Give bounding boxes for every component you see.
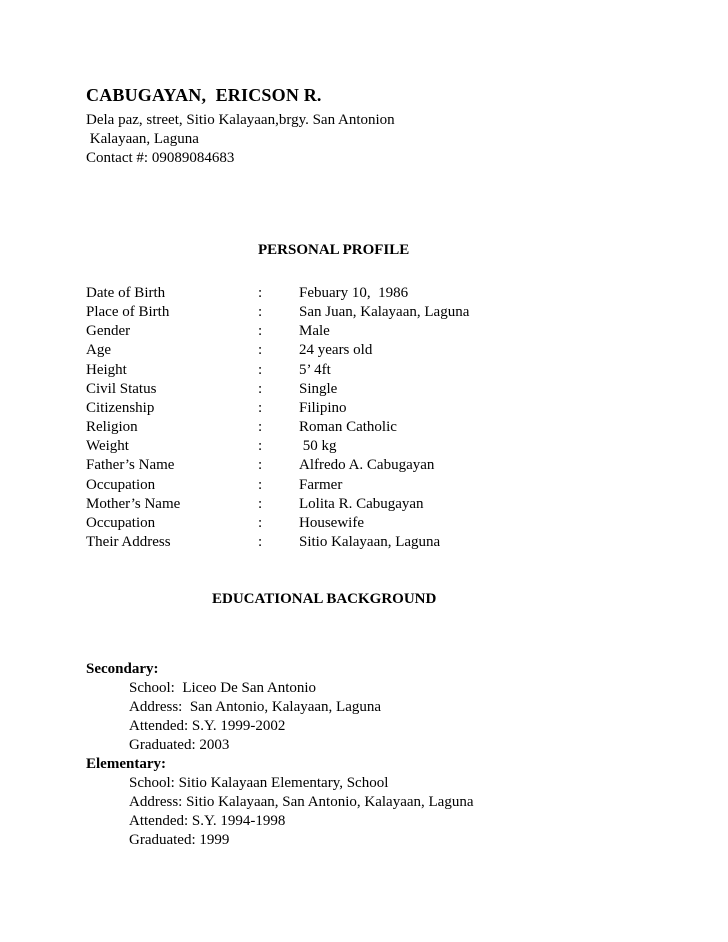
profile-label: Height: [86, 362, 127, 378]
profile-label: Civil Status: [86, 381, 157, 397]
secondary-heading: Secondary:: [86, 661, 159, 677]
profile-value: Febuary 10, 1986: [299, 285, 409, 301]
profile-value: Lolita R. Cabugayan: [299, 496, 424, 512]
secondary-attended: Attended: S.Y. 1999-2002: [129, 718, 286, 734]
profile-separator: :: [258, 285, 263, 301]
elementary-attended: Attended: S.Y. 1994-1998: [129, 813, 286, 829]
profile-label: Age: [86, 342, 111, 358]
secondary-address: Address: San Antonio, Kalayaan, Laguna: [129, 699, 382, 715]
elementary-address: Address: Sitio Kalayaan, San Antonio, Kalayaan, Laguna: [129, 794, 474, 810]
profile-separator: :: [258, 381, 263, 397]
profile-separator: :: [258, 342, 263, 358]
profile-separator: :: [258, 419, 263, 435]
profile-separator: :: [258, 457, 263, 473]
personal-profile-heading: PERSONAL PROFILE: [258, 242, 410, 258]
contact-number: Contact #: 09089084683: [86, 150, 235, 166]
profile-label: Occupation: [86, 477, 156, 493]
profile-value: Farmer: [299, 477, 343, 493]
profile-value: Filipino: [299, 400, 347, 416]
profile-value: Sitio Kalayaan, Laguna: [299, 534, 441, 550]
profile-value: Single: [299, 381, 338, 397]
profile-label: Religion: [86, 419, 138, 435]
secondary-school: School: Liceo De San Antonio: [129, 680, 317, 696]
profile-value: 5’ 4ft: [299, 362, 331, 378]
secondary-graduated: Graduated: 2003: [129, 737, 230, 753]
profile-label: Date of Birth: [86, 285, 166, 301]
profile-separator: :: [258, 304, 263, 320]
profile-label: Weight: [86, 438, 129, 454]
profile-label: Father’s Name: [86, 457, 175, 473]
profile-label: Gender: [86, 323, 131, 339]
profile-value: Housewife: [299, 515, 364, 531]
profile-label: Their Address: [86, 534, 171, 550]
address-line-1: Dela paz, street, Sitio Kalayaan,brgy. San Antonion: [86, 112, 395, 128]
profile-value: 50 kg: [299, 438, 337, 454]
profile-label: Mother’s Name: [86, 496, 181, 512]
profile-separator: :: [258, 438, 263, 454]
profile-value: San Juan, Kalayaan, Laguna: [299, 304, 470, 320]
profile-value: Alfredo A. Cabugayan: [299, 457, 435, 473]
profile-value: Roman Catholic: [299, 419, 397, 435]
profile-separator: :: [258, 323, 263, 339]
elementary-school: School: Sitio Kalayaan Elementary, School: [129, 775, 389, 791]
elementary-heading: Elementary:: [86, 756, 166, 772]
profile-label: Occupation: [86, 515, 156, 531]
address-line-2: Kalayaan, Laguna: [86, 131, 199, 147]
profile-value: 24 years old: [299, 342, 373, 358]
profile-separator: :: [258, 477, 263, 493]
profile-separator: :: [258, 534, 263, 550]
profile-value: Male: [299, 323, 330, 339]
profile-label: Citizenship: [86, 400, 155, 416]
educational-background-heading: EDUCATIONAL BACKGROUND: [212, 591, 437, 607]
applicant-name: CABUGAYAN, ERICSON R.: [86, 85, 322, 105]
profile-separator: :: [258, 515, 263, 531]
profile-separator: :: [258, 362, 263, 378]
profile-separator: :: [258, 400, 263, 416]
profile-separator: :: [258, 496, 263, 512]
profile-label: Place of Birth: [86, 304, 170, 320]
elementary-graduated: Graduated: 1999: [129, 832, 230, 848]
